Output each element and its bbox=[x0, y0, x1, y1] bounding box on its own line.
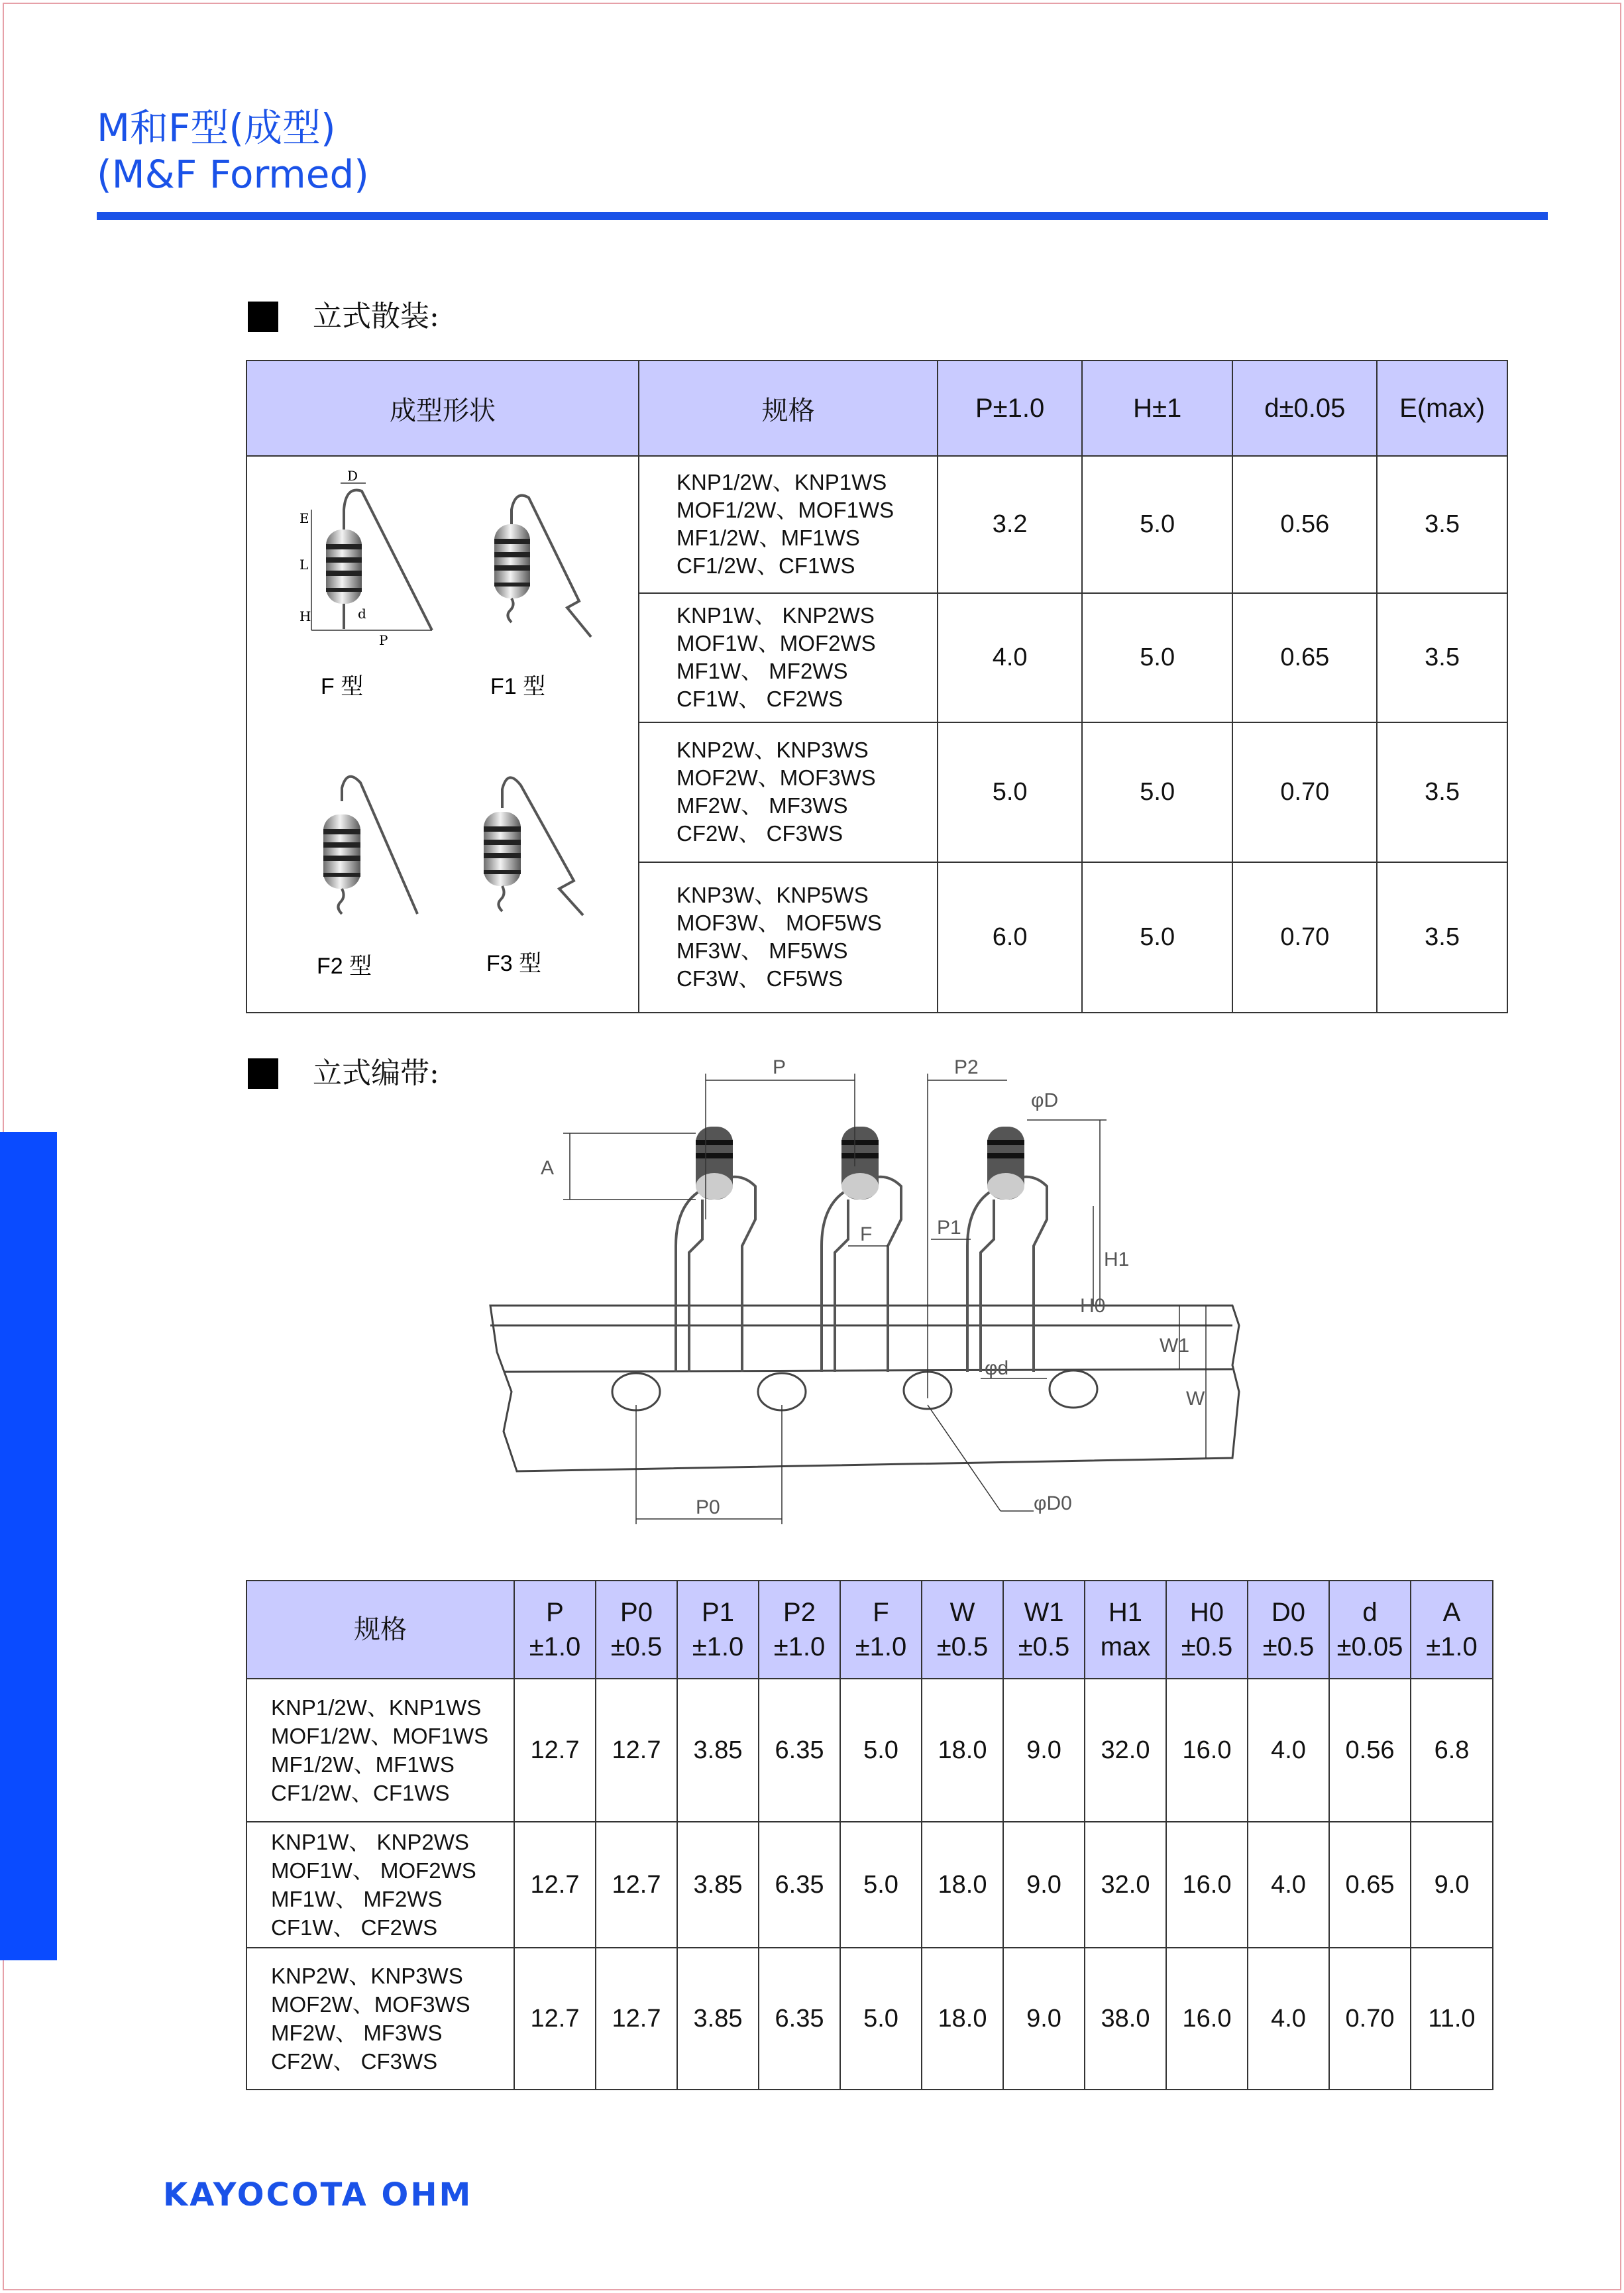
value-cell: 3.85 bbox=[677, 1822, 759, 1948]
spec-cell: KNP3W、KNP5WS MOF3W、 MOF5WS MF3W、 MF5WS CF3W、 CF5WS bbox=[639, 862, 938, 1013]
value-cell: 16.0 bbox=[1166, 1948, 1248, 2090]
value-h: 5.0 bbox=[1082, 593, 1233, 722]
table-header-row bbox=[246, 1581, 1493, 1679]
dim-w-label: W bbox=[1186, 1388, 1205, 1410]
value-p: 3.2 bbox=[938, 456, 1082, 593]
value-d: 0.56 bbox=[1232, 456, 1377, 593]
header-p2: P2 ±1.0 bbox=[759, 1581, 840, 1679]
spec-cell: KNP1W、 KNP2WS MOF1W、MOF2WS MF1W、 MF2WS CF1W、 CF2WS bbox=[639, 593, 938, 722]
table-header-row bbox=[246, 361, 1507, 456]
header-w1: W1 ±0.5 bbox=[1003, 1581, 1085, 1679]
dim-p2-label: P2 bbox=[954, 1056, 979, 1078]
table-row bbox=[246, 456, 1507, 593]
dim-p-label: P bbox=[773, 1056, 786, 1078]
shape-cell bbox=[246, 456, 639, 1013]
bulk-spec-table bbox=[246, 360, 1508, 1013]
dim-lead-d-label: φd bbox=[985, 1357, 1009, 1379]
value-h: 5.0 bbox=[1082, 456, 1233, 593]
header-h0: H0 ±0.5 bbox=[1166, 1581, 1248, 1679]
value-cell: 3.85 bbox=[677, 1679, 759, 1822]
value-cell: 9.0 bbox=[1003, 1679, 1085, 1822]
f2-type-label: F2 型 bbox=[316, 954, 372, 979]
header-e: E(max) bbox=[1377, 361, 1507, 456]
value-cell: 12.7 bbox=[514, 1679, 596, 1822]
header-spec: 规格 bbox=[246, 1581, 514, 1679]
header-a: A ±1.0 bbox=[1411, 1581, 1493, 1679]
value-cell: 32.0 bbox=[1085, 1679, 1166, 1822]
resistor-shapes-figure bbox=[248, 457, 637, 1005]
section-bulk-title: 立式散装: bbox=[313, 300, 439, 333]
value-cell: 38.0 bbox=[1085, 1948, 1166, 2090]
header-d: d ±0.05 bbox=[1329, 1581, 1411, 1679]
value-cell: 9.0 bbox=[1003, 1822, 1085, 1948]
value-e: 3.5 bbox=[1377, 456, 1507, 593]
f1-type-label: F1 型 bbox=[490, 674, 546, 699]
section-tape-title: 立式编带: bbox=[313, 1056, 439, 1090]
value-p: 6.0 bbox=[938, 862, 1082, 1013]
title-line-2: (M&F Formed) bbox=[97, 152, 369, 197]
value-e: 3.5 bbox=[1377, 722, 1507, 862]
dim-d0-label: φD0 bbox=[1034, 1492, 1072, 1514]
value-p: 4.0 bbox=[938, 593, 1082, 722]
spec-cell: KNP1/2W、KNP1WS MOF1/2W、MOF1WS MF1/2W、MF1WS CF1/2W、CF1WS bbox=[639, 456, 938, 593]
header-d0: D0 ±0.5 bbox=[1248, 1581, 1329, 1679]
value-cell: 0.56 bbox=[1329, 1679, 1411, 1822]
dim-p1-label: P1 bbox=[937, 1217, 961, 1239]
dim-f-label: F bbox=[860, 1223, 873, 1245]
value-e: 3.5 bbox=[1377, 862, 1507, 1013]
value-cell: 12.7 bbox=[596, 1822, 677, 1948]
f3-type-label: F3 型 bbox=[486, 951, 542, 976]
svg-text:H: H bbox=[299, 608, 311, 624]
f3-type-resistor-icon bbox=[484, 777, 583, 915]
svg-text:P: P bbox=[378, 632, 388, 648]
bullet-square-icon bbox=[248, 1058, 278, 1089]
table-row bbox=[246, 1679, 1493, 1822]
value-cell: 0.65 bbox=[1329, 1822, 1411, 1948]
value-p: 5.0 bbox=[938, 722, 1082, 862]
header-spec: 规格 bbox=[639, 361, 938, 456]
f2-type-resistor-icon bbox=[323, 777, 417, 914]
title-rule bbox=[97, 212, 1548, 220]
header-p: P±1.0 bbox=[938, 361, 1082, 456]
value-cell: 0.70 bbox=[1329, 1948, 1411, 2090]
value-d: 0.65 bbox=[1232, 593, 1377, 722]
value-cell: 16.0 bbox=[1166, 1679, 1248, 1822]
f-type-resistor-icon bbox=[299, 468, 432, 648]
header-h1: H1 max bbox=[1085, 1581, 1166, 1679]
value-cell: 11.0 bbox=[1411, 1948, 1493, 2090]
value-cell: 9.0 bbox=[1411, 1822, 1493, 1948]
value-cell: 3.85 bbox=[677, 1948, 759, 2090]
value-cell: 12.7 bbox=[514, 1822, 596, 1948]
section-bulk-heading bbox=[248, 297, 439, 337]
value-cell: 18.0 bbox=[922, 1822, 1003, 1948]
header-d: d±0.05 bbox=[1232, 361, 1377, 456]
page-title bbox=[97, 105, 369, 197]
spec-cell: KNP1W、 KNP2WS MOF1W、 MOF2WS MF1W、 MF2WS CF1W、 CF2WS bbox=[246, 1822, 514, 1948]
value-cell: 4.0 bbox=[1248, 1822, 1329, 1948]
value-cell: 6.8 bbox=[1411, 1679, 1493, 1822]
spec-cell: KNP2W、KNP3WS MOF2W、MOF3WS MF2W、 MF3WS CF2W、 CF3WS bbox=[246, 1948, 514, 2090]
header-p: P ±1.0 bbox=[514, 1581, 596, 1679]
value-cell: 12.7 bbox=[596, 1679, 677, 1822]
f-type-label: F 型 bbox=[320, 674, 364, 699]
value-cell: 6.35 bbox=[759, 1822, 840, 1948]
side-accent-bar bbox=[0, 1132, 57, 1960]
svg-text:D: D bbox=[347, 468, 358, 484]
value-cell: 12.7 bbox=[596, 1948, 677, 2090]
value-cell: 16.0 bbox=[1166, 1822, 1248, 1948]
value-cell: 6.35 bbox=[759, 1948, 840, 2090]
dim-p0-label: P0 bbox=[696, 1496, 720, 1518]
table-row bbox=[246, 1948, 1493, 2090]
section-tape-heading bbox=[248, 1054, 439, 1093]
dim-h1-label: H1 bbox=[1104, 1249, 1130, 1270]
value-cell: 5.0 bbox=[840, 1948, 922, 2090]
value-cell: 5.0 bbox=[840, 1679, 922, 1822]
table-row bbox=[246, 1822, 1493, 1948]
tape-spec-table bbox=[246, 1580, 1493, 2090]
header-p1: P1 ±1.0 bbox=[677, 1581, 759, 1679]
svg-text:d: d bbox=[357, 606, 366, 622]
header-shape: 成型形状 bbox=[246, 361, 639, 456]
spec-cell: KNP2W、KNP3WS MOF2W、MOF3WS MF2W、 MF3WS CF2W、 CF3WS bbox=[639, 722, 938, 862]
value-cell: 4.0 bbox=[1248, 1948, 1329, 2090]
title-line-1: M和F型(成型) bbox=[97, 105, 336, 150]
tape-packaging-diagram bbox=[477, 1047, 1246, 1551]
value-cell: 9.0 bbox=[1003, 1948, 1085, 2090]
value-cell: 12.7 bbox=[514, 1948, 596, 2090]
brand-footer: KAYOCOTA OHM bbox=[163, 2176, 473, 2213]
value-e: 3.5 bbox=[1377, 593, 1507, 722]
value-cell: 18.0 bbox=[922, 1679, 1003, 1822]
dim-d-label: φD bbox=[1031, 1090, 1059, 1111]
value-h: 5.0 bbox=[1082, 722, 1233, 862]
value-h: 5.0 bbox=[1082, 862, 1233, 1013]
value-cell: 18.0 bbox=[922, 1948, 1003, 2090]
header-f: F ±1.0 bbox=[840, 1581, 922, 1679]
header-w: W ±0.5 bbox=[922, 1581, 1003, 1679]
header-p0: P0 ±0.5 bbox=[596, 1581, 677, 1679]
value-cell: 5.0 bbox=[840, 1822, 922, 1948]
spec-cell: KNP1/2W、KNP1WS MOF1/2W、MOF1WS MF1/2W、MF1WS CF1/2W、CF1WS bbox=[246, 1679, 514, 1822]
tape-resistor-bodies bbox=[696, 1127, 1024, 1200]
value-cell: 4.0 bbox=[1248, 1679, 1329, 1822]
f1-type-resistor-icon bbox=[494, 496, 591, 637]
bullet-square-icon bbox=[248, 302, 278, 332]
dim-w1-label: W1 bbox=[1160, 1335, 1189, 1357]
dim-a-label: A bbox=[541, 1157, 555, 1179]
value-cell: 6.35 bbox=[759, 1679, 840, 1822]
value-d: 0.70 bbox=[1232, 722, 1377, 862]
svg-text:L: L bbox=[299, 557, 309, 573]
dim-h0-label: H0 bbox=[1080, 1295, 1106, 1317]
value-cell: 32.0 bbox=[1085, 1822, 1166, 1948]
header-h: H±1 bbox=[1082, 361, 1233, 456]
value-d: 0.70 bbox=[1232, 862, 1377, 1013]
svg-text:E: E bbox=[299, 510, 309, 526]
